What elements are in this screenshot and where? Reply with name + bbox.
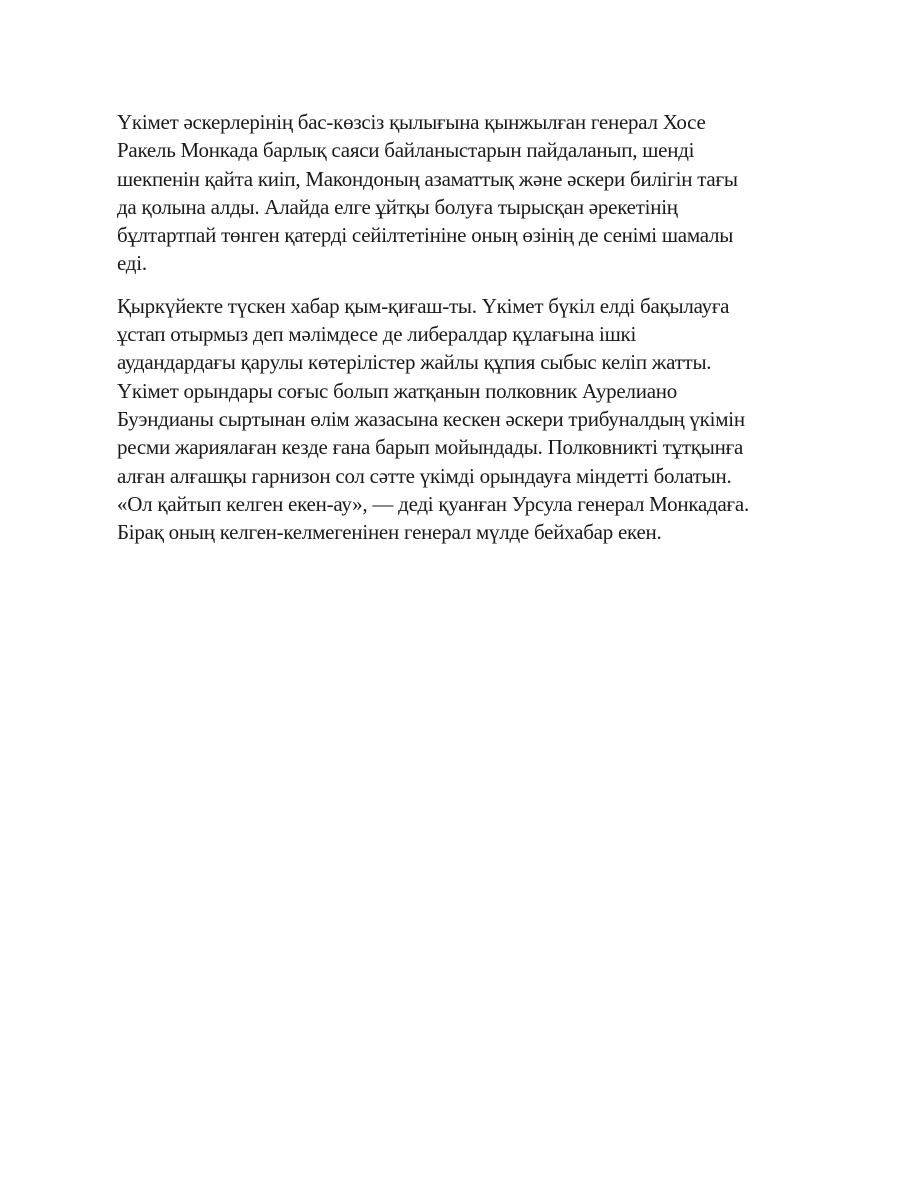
paragraph-1 (117, 108, 807, 278)
text-line: аудандардағы қарулы көтерілістер жайлы құпия сыбыс келіп жатты. (117, 350, 712, 375)
text-line: Бірақ оның келген-келмегенінен генерал мүлде бейхабар екен. (117, 520, 662, 545)
text-line: да қолына алды. Алайда елге ұйтқы болуға тырысқан әрекетінің (117, 194, 678, 219)
text-line: ресми жариялаған кезде ғана барып мойындады. Полковникті тұтқынға (117, 435, 744, 460)
text-line: алған алғашқы гарнизон сол сәтте үкімді орындауға міндетті болатын. (117, 463, 732, 488)
text-line: ұстап отырмыз деп мәлімдесе де либералдар құлағына ішкі (117, 322, 637, 347)
text-line: Қыркүйекте түскен хабар қым-қиғаш-ты. Үкімет бүкіл елді бақылауға (117, 293, 730, 318)
text-line: Үкімет әскерлерінің бас-көзсіз қылығына қынжылған генерал Хосе (117, 110, 706, 134)
text-line: бұлтартпай төнген қатерді сейілтетініне оның өзінің де сенімі шамалы (117, 223, 734, 248)
text-line: Буэндианы сыртынан өлім жазасына кескен әскери трибуналдың үкімін (117, 406, 745, 431)
text-line: Ракель Монкада барлық саяси байланыстарын пайдаланып, шенді (117, 138, 695, 163)
paragraph-2 (117, 292, 807, 547)
text-line: шекпенін қайта киіп, Макондоның азаматтық және әскери билігін тағы (117, 166, 738, 191)
body-text (117, 108, 807, 560)
text-line: Үкімет орындары соғыс болып жатқанын полковник Аурелиано (117, 378, 678, 403)
text-line: «Ол қайтып келген екен-ау», — деді қуанған Урсула генерал Монкадаға. (117, 491, 749, 516)
text-line: еді. (117, 251, 147, 276)
